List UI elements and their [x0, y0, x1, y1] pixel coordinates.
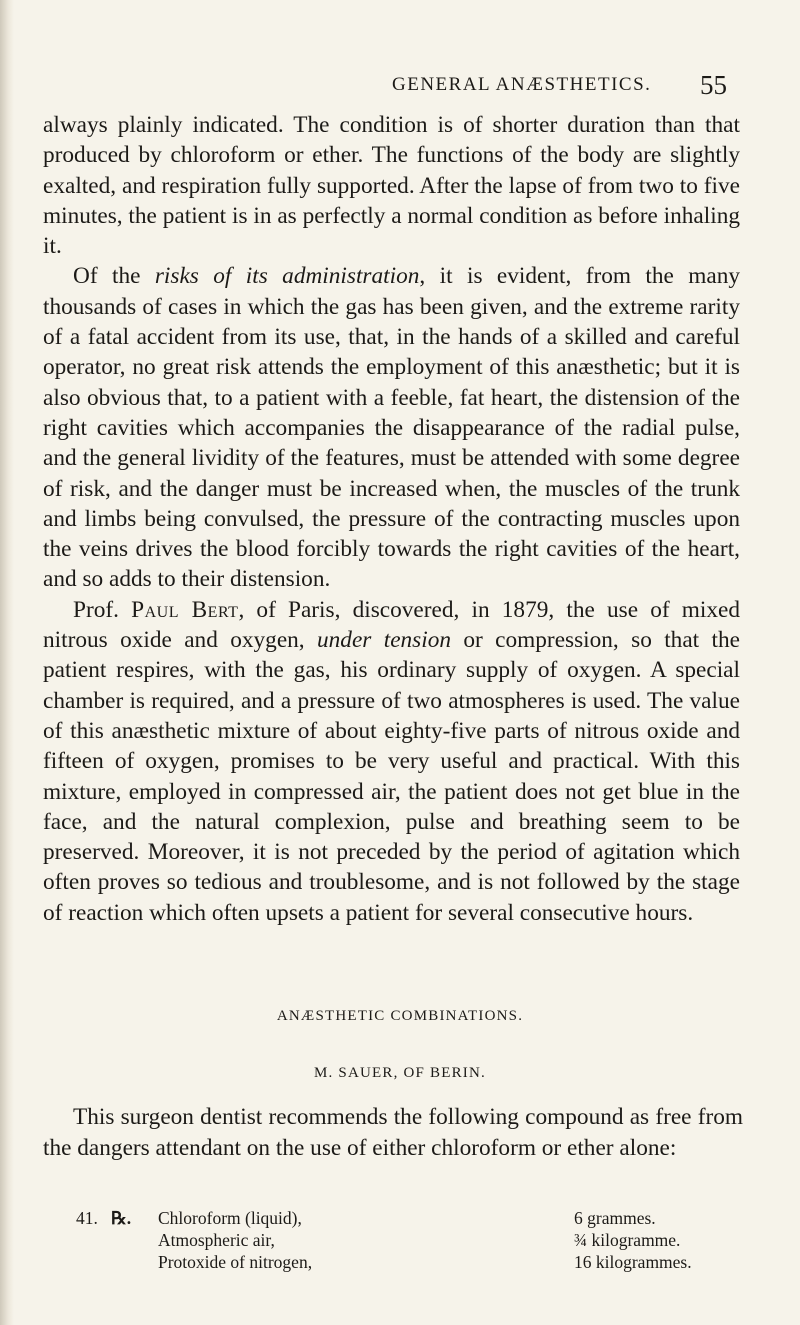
paragraph-2 — [43, 261, 740, 594]
intro-paragraph: This surgeon dentist recommends the following compound as free from the dangers attendant on the use of either chloroform or ether alone: — [43, 1104, 743, 1161]
running-title: GENERAL ANÆSTHETICS. — [392, 74, 652, 95]
ingredient-quantity: 16 kilogrammes. — [574, 1252, 692, 1272]
ingredient-name: Atmospheric air, — [158, 1230, 275, 1250]
p2-italic: risks of its administration — [154, 263, 420, 290]
p3-name: Paul Bert — [131, 596, 239, 623]
ingredient-name: Chloroform (liquid), — [158, 1208, 302, 1228]
section-subheading: M. SAUER, OF BERIN. — [314, 1065, 486, 1081]
recipe-row — [0, 1251, 800, 1273]
p3-lead: Prof. — [73, 596, 132, 623]
recipe — [0, 1207, 800, 1273]
paragraph-3 — [43, 595, 740, 928]
ingredient-name: Protoxide of nitrogen, — [158, 1252, 313, 1272]
p2-lead: Of the — [73, 263, 155, 290]
recipe-number: 41. — [76, 1208, 98, 1228]
recipe-row — [0, 1207, 800, 1229]
rx-symbol: ℞. — [111, 1208, 132, 1228]
page-number: 55 — [700, 70, 727, 100]
recipe-row — [0, 1229, 800, 1251]
section-intro — [43, 1102, 743, 1163]
section-heading: ANÆSTHETIC COMBINATIONS. — [276, 1008, 524, 1024]
paragraph-1: always plainly indicated. The condition is of shorter duration than that produced by chloroform or ether. The functions of the body are slightly exalted, and respiration fully supported. After the lapse of from two to five minutes, the patient is in as perfectly a normal condition as before inhaling it. — [43, 112, 740, 260]
ingredient-quantity: 6 grammes. — [574, 1208, 656, 1228]
p3-rest: or compression, so that the patient respires, with the gas, his ordinary supply of oxygen. A special chamber is required, and a pressure of two atmospheres is used. The value of this anæsthetic mixture of about eighty-five parts of nitrous oxide and fifteen of oxygen, promises to be very useful and practical. With this mixture, employed in compressed air, the patient does not get blue in the face, and the natural complexion, pulse and breathing seem to be preserved. Moreover, it is not preceded by the period of agitation which often proves so tedious and troublesome, and is not followed by the stage of reaction which often upsets a patient for several consecutive hours. — [43, 627, 740, 926]
body-text — [43, 110, 740, 928]
ingredient-quantity: ¾ kilogramme. — [574, 1230, 681, 1250]
p3-italic: under tension — [317, 627, 452, 654]
p2-rest: , it is evident, from the many thousands of cases in which the gas has been given, and the extreme rarity of a fatal accident from its use, that, in the hands of a skilled and careful operator, no great risk attends the employment of this anæsthetic; but it is also obvious that, to a patient with a feeble, fat heart, the distension of the right cavities which accompanies the disappearance of the radial pulse, and the general lividity of the features, must be attended with some degree of risk, and the danger must be increased when, the muscles of the trunk and limbs being convulsed, the pressure of the contracting muscles upon the veins drives the blood forcibly towards the right cavities of the heart, and so adds to their distension. — [43, 263, 741, 593]
running-head — [0, 70, 800, 100]
p3-mid: , of Paris, discovered, in 1879, the use of mixed nitrous oxide and oxygen, — [43, 596, 741, 654]
